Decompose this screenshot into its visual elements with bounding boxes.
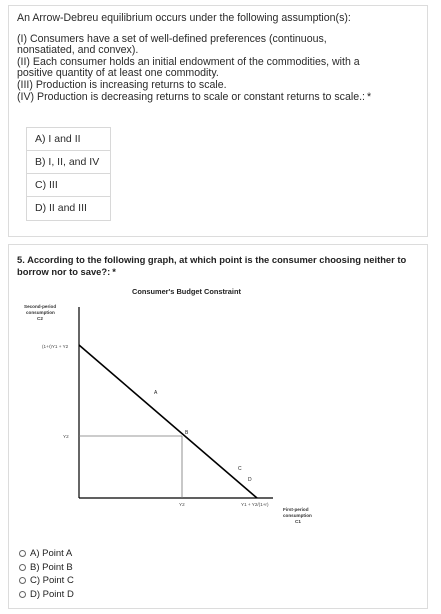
question-2-card [8, 244, 428, 609]
question-1-last-line: (IV) Production is decreasing returns to scale or constant returns to scale.: [17, 90, 365, 103]
radio-option-c[interactable] [19, 574, 74, 588]
point-c-label: C [238, 466, 242, 472]
radio-circle-icon[interactable] [19, 550, 26, 557]
y-axis-label-line3: C2 [37, 316, 43, 321]
y-tick-top: (1+r)Y1 + Y2 [42, 344, 69, 349]
point-b-label: B [185, 430, 189, 436]
radio-label: C) Point C [30, 575, 74, 587]
radio-label: A) Point A [30, 548, 73, 560]
y-axis-label-line1: Second-period [24, 304, 57, 309]
question-1-line: An Arrow-Debreu equilibrium occurs under the following assumption(s): [17, 12, 351, 24]
required-mark: * [367, 90, 372, 103]
question-1-card [8, 5, 428, 237]
radio-circle-icon[interactable] [19, 564, 26, 571]
x-tick-end: Y1 + Y2/(1+r) [241, 502, 269, 507]
graph-title: Consumer's Budget Constraint [132, 287, 241, 296]
y-axis-label-line2: consumption [26, 310, 55, 315]
radio-circle-icon[interactable] [19, 591, 26, 598]
question-1-line [17, 92, 419, 104]
point-d-label: D [248, 477, 252, 483]
x-axis-label-line1: First-period [283, 507, 309, 512]
question-2-options [19, 547, 74, 601]
x-axis-label-line3: C1 [295, 519, 301, 524]
question-2-title [17, 254, 421, 278]
question-1-text [17, 13, 419, 103]
option-d[interactable]: D) II and III [35, 202, 87, 214]
question-1-line: (III) Production is increasing returns to scale. [17, 78, 227, 91]
y-tick-mid: Y2 [63, 434, 69, 439]
radio-label: B) Point B [30, 561, 73, 573]
radio-option-d[interactable] [19, 588, 74, 602]
question-1-options [26, 127, 111, 221]
budget-constraint-graph [17, 281, 421, 536]
option-b[interactable]: B) I, II, and IV [27, 151, 110, 174]
question-1-line: positive quantity of at least one commodity. [17, 67, 219, 80]
question-1-line: (II) Each consumer holds an initial endowment of the commodities, with a [17, 55, 360, 68]
required-mark: * [112, 266, 116, 277]
question-2-text: 5. According to the following graph, at which point is the consumer choosing neither to borrow nor to save?: [17, 254, 407, 277]
question-1-line: nonsatiated, and convex). [17, 44, 139, 57]
option-c[interactable]: C) III [27, 174, 110, 197]
budget-line [79, 345, 257, 498]
radio-label: D) Point D [30, 588, 74, 600]
question-1-line: (I) Consumers have a set of well-defined preferences (continuous, [17, 32, 327, 45]
radio-circle-icon[interactable] [19, 577, 26, 584]
radio-option-a[interactable] [19, 547, 74, 561]
x-axis-label-line2: consumption [283, 513, 312, 518]
x-tick-mid: Y2 [179, 502, 185, 507]
option-a[interactable]: A) I and II [27, 128, 110, 151]
radio-option-b[interactable] [19, 561, 74, 575]
point-a-label: A [154, 390, 158, 396]
